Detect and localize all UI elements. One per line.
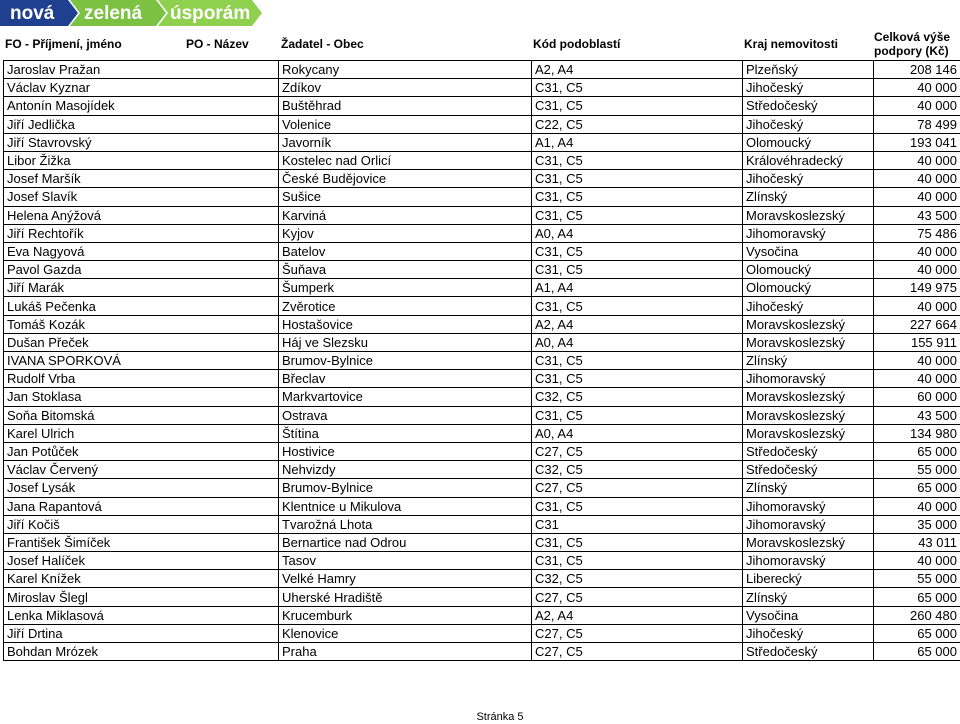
- cell-castka: 55 000: [874, 570, 960, 588]
- table-row: [4, 61, 960, 79]
- cell-kod: A0, A4: [532, 224, 743, 242]
- cell-obec: Kostelec nad Orlicí: [279, 151, 532, 169]
- cell-name: Jiří Stavrovský: [4, 133, 279, 151]
- cell-castka: 65 000: [874, 624, 960, 642]
- cell-kod: C31, C5: [532, 552, 743, 570]
- header-fo: FO - Příjmení, jméno: [5, 37, 122, 51]
- cell-obec: Kyjov: [279, 224, 532, 242]
- cell-kraj: Středočeský: [743, 461, 874, 479]
- table-row: [4, 133, 960, 151]
- cell-obec: Klenovice: [279, 624, 532, 642]
- cell-obec: Velké Hamry: [279, 570, 532, 588]
- cell-kraj: Jihočeský: [743, 297, 874, 315]
- cell-kraj: Olomoucký: [743, 133, 874, 151]
- cell-obec: Markvartovice: [279, 388, 532, 406]
- cell-kraj: Zlínský: [743, 188, 874, 206]
- cell-castka: 65 000: [874, 479, 960, 497]
- cell-kraj: Moravskoslezský: [743, 206, 874, 224]
- cell-castka: 65 000: [874, 643, 960, 661]
- cell-obec: Šumperk: [279, 279, 532, 297]
- cell-name: Tomáš Kozák: [4, 315, 279, 333]
- cell-name: Jana Rapantová: [4, 497, 279, 515]
- cell-name: Jiří Rechtořík: [4, 224, 279, 242]
- cell-name: Josef Halíček: [4, 552, 279, 570]
- table-row: [4, 297, 960, 315]
- cell-kraj: Moravskoslezský: [743, 424, 874, 442]
- cell-obec: Šuňava: [279, 261, 532, 279]
- logo-graphic: [0, 0, 262, 26]
- cell-kraj: Moravskoslezský: [743, 315, 874, 333]
- cell-kraj: Vysočina: [743, 242, 874, 260]
- table-row: [4, 333, 960, 351]
- cell-name: Karel Ulrich: [4, 424, 279, 442]
- cell-kod: C31, C5: [532, 497, 743, 515]
- header-kraj: Kraj nemovitosti: [744, 37, 839, 51]
- cell-kod: A0, A4: [532, 333, 743, 351]
- cell-castka: 40 000: [874, 242, 960, 260]
- cell-kraj: Liberecký: [743, 570, 874, 588]
- table-row: [4, 115, 960, 133]
- cell-obec: Hostivice: [279, 442, 532, 460]
- cell-obec: Brumov-Bylnice: [279, 479, 532, 497]
- header-kod: Kód podoblastí: [533, 37, 621, 51]
- cell-castka: 55 000: [874, 461, 960, 479]
- cell-kraj: Olomoucký: [743, 261, 874, 279]
- table-row: [4, 461, 960, 479]
- cell-kraj: Jihomoravský: [743, 370, 874, 388]
- cell-kraj: Královéhradecký: [743, 151, 874, 169]
- cell-obec: Rokycany: [279, 61, 532, 79]
- cell-kod: C32, C5: [532, 388, 743, 406]
- table-row: [4, 552, 960, 570]
- table-body: [4, 61, 960, 661]
- cell-kraj: Moravskoslezský: [743, 333, 874, 351]
- cell-kraj: Moravskoslezský: [743, 533, 874, 551]
- cell-name: Rudolf Vrba: [4, 370, 279, 388]
- table-row: [4, 170, 960, 188]
- cell-obec: Zdíkov: [279, 79, 532, 97]
- cell-name: Václav Kyznar: [4, 79, 279, 97]
- cell-name: Libor Žižka: [4, 151, 279, 169]
- cell-kod: C31, C5: [532, 352, 743, 370]
- cell-obec: Tvarožná Lhota: [279, 515, 532, 533]
- cell-kraj: Jihomoravský: [743, 224, 874, 242]
- cell-obec: Javorník: [279, 133, 532, 151]
- cell-name: Jiří Marák: [4, 279, 279, 297]
- cell-kraj: Jihomoravský: [743, 552, 874, 570]
- cell-name: Miroslav Šlegl: [4, 588, 279, 606]
- cell-castka: 65 000: [874, 588, 960, 606]
- cell-obec: Volenice: [279, 115, 532, 133]
- table-row: [4, 624, 960, 642]
- table-row: [4, 515, 960, 533]
- cell-obec: Háj ve Slezsku: [279, 333, 532, 351]
- cell-obec: Hostašovice: [279, 315, 532, 333]
- logo-word-2: zelená: [84, 3, 143, 24]
- cell-castka: 43 500: [874, 206, 960, 224]
- cell-castka: 40 000: [874, 79, 960, 97]
- cell-kraj: Středočeský: [743, 97, 874, 115]
- cell-obec: Štítina: [279, 424, 532, 442]
- cell-name: František Šimíček: [4, 533, 279, 551]
- table-row: [4, 406, 960, 424]
- cell-kod: C31, C5: [532, 206, 743, 224]
- cell-castka: 40 000: [874, 370, 960, 388]
- cell-kod: C31, C5: [532, 370, 743, 388]
- cell-obec: Karviná: [279, 206, 532, 224]
- cell-kraj: Jihočeský: [743, 79, 874, 97]
- cell-name: Dušan Přeček: [4, 333, 279, 351]
- cell-castka: 134 980: [874, 424, 960, 442]
- cell-obec: Uherské Hradiště: [279, 588, 532, 606]
- cell-kraj: Moravskoslezský: [743, 388, 874, 406]
- cell-kod: C31, C5: [532, 297, 743, 315]
- cell-name: Pavol Gazda: [4, 261, 279, 279]
- cell-name: Josef Lysák: [4, 479, 279, 497]
- cell-name: Lukáš Pečenka: [4, 297, 279, 315]
- cell-obec: České Budějovice: [279, 170, 532, 188]
- cell-kod: C27, C5: [532, 442, 743, 460]
- cell-kod: C31, C5: [532, 79, 743, 97]
- table-row: [4, 424, 960, 442]
- cell-name: Václav Červený: [4, 461, 279, 479]
- table-row: [4, 606, 960, 624]
- logo-word-3: úsporám: [170, 3, 251, 24]
- cell-kod: C31, C5: [532, 151, 743, 169]
- cell-castka: 40 000: [874, 352, 960, 370]
- cell-castka: 40 000: [874, 552, 960, 570]
- cell-castka: 40 000: [874, 170, 960, 188]
- table-row: [4, 479, 960, 497]
- cell-castka: 260 480: [874, 606, 960, 624]
- cell-obec: Krucemburk: [279, 606, 532, 624]
- cell-castka: 40 000: [874, 261, 960, 279]
- cell-kod: C31, C5: [532, 261, 743, 279]
- cell-castka: 78 499: [874, 115, 960, 133]
- cell-castka: 65 000: [874, 442, 960, 460]
- table-row: [4, 97, 960, 115]
- table-row: [4, 224, 960, 242]
- table-row: [4, 370, 960, 388]
- cell-obec: Nehvizdy: [279, 461, 532, 479]
- cell-kod: C31, C5: [532, 242, 743, 260]
- cell-kod: A2, A4: [532, 315, 743, 333]
- cell-name: Jiří Jedlička: [4, 115, 279, 133]
- cell-name: Soňa Bitomská: [4, 406, 279, 424]
- cell-kod: C31, C5: [532, 170, 743, 188]
- table-row: [4, 188, 960, 206]
- cell-kod: C31, C5: [532, 533, 743, 551]
- cell-kraj: Jihomoravský: [743, 497, 874, 515]
- table-row: [4, 206, 960, 224]
- cell-obec: Batelov: [279, 242, 532, 260]
- cell-castka: 208 146: [874, 61, 960, 79]
- table-row: [4, 352, 960, 370]
- cell-kraj: Jihomoravský: [743, 515, 874, 533]
- cell-name: Josef Slavík: [4, 188, 279, 206]
- cell-kod: A0, A4: [532, 424, 743, 442]
- cell-obec: Tasov: [279, 552, 532, 570]
- table-row: [4, 570, 960, 588]
- cell-kraj: Vysočina: [743, 606, 874, 624]
- cell-kraj: Jihočeský: [743, 170, 874, 188]
- cell-kraj: Zlínský: [743, 479, 874, 497]
- cell-obec: Praha: [279, 643, 532, 661]
- header-vyse: Celková výše podpory (Kč): [874, 30, 951, 58]
- cell-castka: 227 664: [874, 315, 960, 333]
- cell-castka: 40 000: [874, 97, 960, 115]
- cell-kod: C27, C5: [532, 479, 743, 497]
- table-row: [4, 442, 960, 460]
- cell-kod: C31, C5: [532, 188, 743, 206]
- table-row: [4, 242, 960, 260]
- logo-word-1: nová: [10, 3, 55, 24]
- page-number: Stránka 5: [476, 711, 524, 723]
- table-row: [4, 643, 960, 661]
- cell-castka: 35 000: [874, 515, 960, 533]
- cell-obec: Zvěrotice: [279, 297, 532, 315]
- cell-name: Jiří Kočiš: [4, 515, 279, 533]
- cell-kraj: Zlínský: [743, 352, 874, 370]
- cell-obec: Sušice: [279, 188, 532, 206]
- cell-obec: Klentnice u Mikulova: [279, 497, 532, 515]
- cell-name: Helena Anýžová: [4, 206, 279, 224]
- cell-kod: A2, A4: [532, 606, 743, 624]
- cell-castka: 60 000: [874, 388, 960, 406]
- cell-kraj: Plzeňský: [743, 61, 874, 79]
- cell-obec: Břeclav: [279, 370, 532, 388]
- cell-name: Jaroslav Pražan: [4, 61, 279, 79]
- table-row: [4, 388, 960, 406]
- cell-kraj: Jihočeský: [743, 624, 874, 642]
- table-row: [4, 279, 960, 297]
- cell-kod: C27, C5: [532, 588, 743, 606]
- cell-name: Antonín Masojídek: [4, 97, 279, 115]
- cell-kod: A1, A4: [532, 133, 743, 151]
- subsidy-table: [3, 60, 960, 661]
- cell-castka: 193 041: [874, 133, 960, 151]
- cell-obec: Buštěhrad: [279, 97, 532, 115]
- table-row: [4, 588, 960, 606]
- cell-name: Josef Maršík: [4, 170, 279, 188]
- table-row: [4, 315, 960, 333]
- cell-kod: C31, C5: [532, 406, 743, 424]
- cell-name: Jiří Drtina: [4, 624, 279, 642]
- table-header: [0, 28, 960, 60]
- table-row: [4, 151, 960, 169]
- table-row: [4, 533, 960, 551]
- cell-castka: 75 486: [874, 224, 960, 242]
- cell-kod: A2, A4: [532, 61, 743, 79]
- cell-kraj: Zlínský: [743, 588, 874, 606]
- cell-castka: 40 000: [874, 151, 960, 169]
- cell-castka: 40 000: [874, 188, 960, 206]
- header-zadatel: Žadatel - Obec: [281, 37, 364, 51]
- cell-name: Eva Nagyová: [4, 242, 279, 260]
- cell-kraj: Moravskoslezský: [743, 406, 874, 424]
- cell-name: Lenka Miklasová: [4, 606, 279, 624]
- cell-name: Karel Knížek: [4, 570, 279, 588]
- cell-name: IVANA SPORKOVÁ: [4, 352, 279, 370]
- table-row: [4, 261, 960, 279]
- cell-kod: A1, A4: [532, 279, 743, 297]
- cell-kod: C22, C5: [532, 115, 743, 133]
- cell-name: Jan Stoklasa: [4, 388, 279, 406]
- cell-kraj: Středočeský: [743, 442, 874, 460]
- table-row: [4, 79, 960, 97]
- cell-castka: 43 011: [874, 533, 960, 551]
- cell-name: Bohdan Mrózek: [4, 643, 279, 661]
- table-row: [4, 497, 960, 515]
- cell-kraj: Olomoucký: [743, 279, 874, 297]
- cell-kod: C31: [532, 515, 743, 533]
- cell-name: Jan Potůček: [4, 442, 279, 460]
- cell-kraj: Jihočeský: [743, 115, 874, 133]
- cell-castka: 40 000: [874, 297, 960, 315]
- cell-kod: C31, C5: [532, 97, 743, 115]
- cell-kod: C32, C5: [532, 461, 743, 479]
- cell-castka: 43 500: [874, 406, 960, 424]
- cell-castka: 149 975: [874, 279, 960, 297]
- header-po: PO - Název: [186, 37, 249, 51]
- cell-kod: C27, C5: [532, 624, 743, 642]
- cell-kod: C32, C5: [532, 570, 743, 588]
- cell-kod: C27, C5: [532, 643, 743, 661]
- cell-obec: Bernartice nad Odrou: [279, 533, 532, 551]
- cell-obec: Ostrava: [279, 406, 532, 424]
- cell-castka: 155 911: [874, 333, 960, 351]
- program-logo: [0, 0, 262, 26]
- cell-kraj: Středočeský: [743, 643, 874, 661]
- cell-obec: Brumov-Bylnice: [279, 352, 532, 370]
- cell-castka: 40 000: [874, 497, 960, 515]
